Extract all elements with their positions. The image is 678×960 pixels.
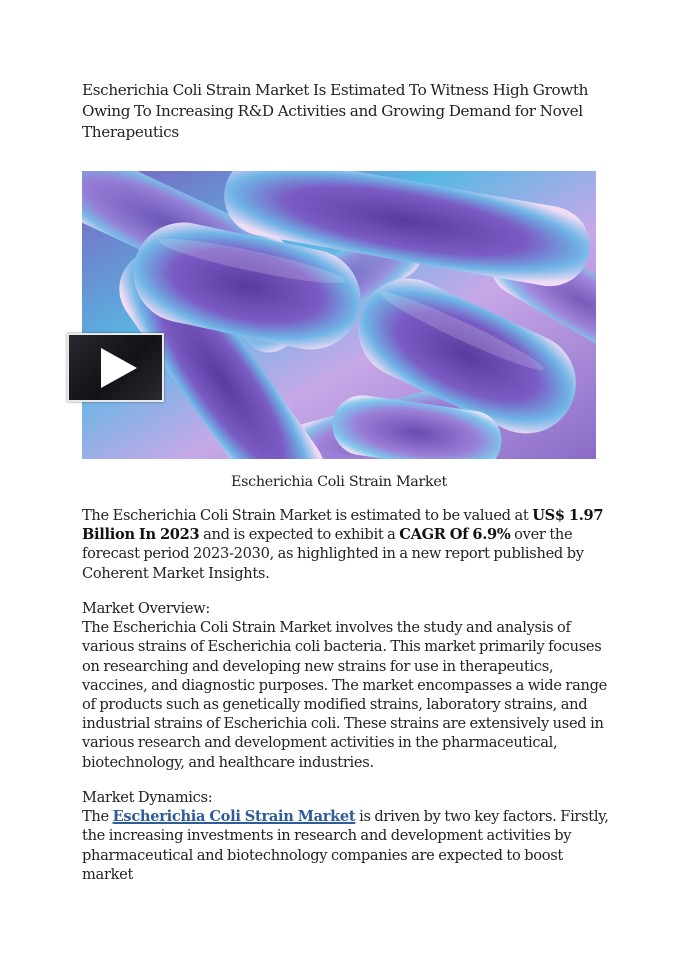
market-report-link[interactable]: Escherichia Coli Strain Market (112, 808, 356, 826)
dynamics-text-2: is driven by two key factors. Firstly, the increasing investments in research and development activities by pharmaceutical and biotechnology companies are expected to boost market (82, 808, 609, 883)
document-title: Escherichia Coli Strain Market Is Estimated To Witness High Growth Owing To Increasing R&D Activities and Growing Demand for Novel Therapeutics (82, 81, 589, 141)
intro-text-3: over the forecast period 2023-2030, as highlighted in a new report published by Coherent Market Insights. (82, 526, 584, 582)
overview-section (82, 599, 612, 772)
play-button[interactable] (67, 333, 164, 402)
hero-image (82, 171, 596, 459)
intro-text-2: and is expected to exhibit a (199, 526, 400, 544)
market-value: US$ 1.97 Billion In 2023 (82, 507, 604, 544)
image-caption: Escherichia Coli Strain Market (230, 474, 448, 490)
dynamics-text-1: The (82, 808, 113, 826)
play-icon (101, 348, 137, 388)
dynamics-heading: Market Dynamics: (82, 789, 213, 806)
cagr-value: CAGR Of 6.9% (399, 526, 511, 544)
bacteria-illustration (82, 171, 596, 459)
dynamics-section (82, 788, 612, 884)
overview-heading: Market Overview: (82, 600, 210, 617)
overview-body: The Escherichia Coli Strain Market involves the study and analysis of various strains of Escherichia coli bacteria. This market primarily focuses on researching and developing new strains for use in therapeutics, vaccines, and diagnostic purposes. The market encompasses a wide range of products such as genetically modified strains, laboratory strains, and industrial strains of Escherichia coli. These strains are extensively used in various research and development activities in the pharmaceutical, biotechnology, and healthcare industries. (82, 619, 607, 771)
intro-text-1: The Escherichia Coli Strain Market is estimated to be valued at (82, 507, 533, 524)
intro-paragraph (82, 506, 612, 583)
